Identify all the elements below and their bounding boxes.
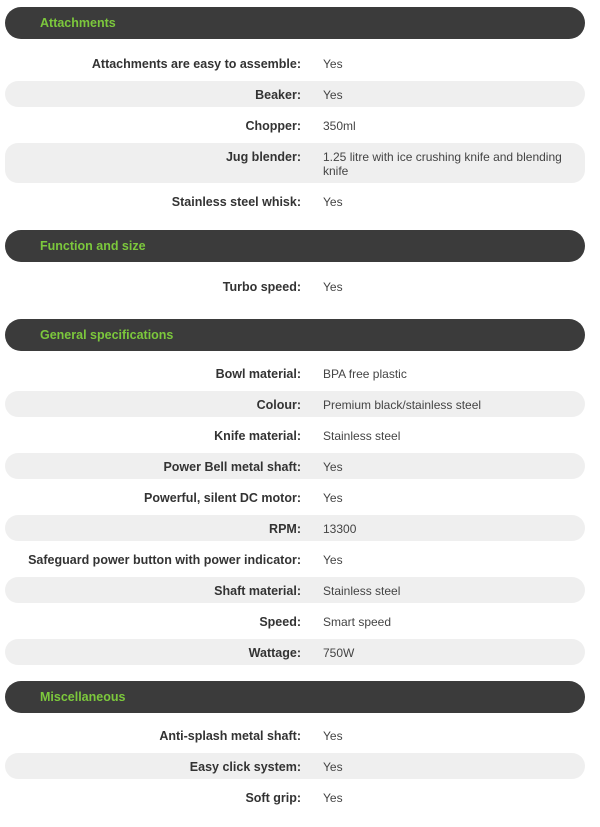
spec-row: [5, 546, 585, 572]
spec-value: Yes: [323, 57, 343, 71]
spec-label: Speed:: [259, 615, 301, 629]
spec-label: RPM:: [269, 522, 301, 536]
spec-value: Yes: [323, 195, 343, 209]
spec-row: [5, 360, 585, 386]
spec-row: [5, 422, 585, 448]
spec-value: Yes: [323, 280, 343, 294]
spec-label: Easy click system:: [189, 760, 301, 774]
spec-label: Chopper:: [245, 119, 301, 133]
spec-value: Yes: [323, 729, 343, 743]
spec-row: [5, 112, 585, 138]
spec-label: Colour:: [256, 398, 301, 412]
spec-value: Yes: [323, 491, 343, 505]
spec-value: Yes: [323, 791, 343, 805]
spec-row: [5, 753, 585, 779]
spec-row: [5, 784, 585, 810]
spec-row: [5, 273, 585, 299]
spec-label: Turbo speed:: [222, 280, 301, 294]
spec-value: Stainless steel: [323, 584, 401, 598]
spec-value: Yes: [323, 760, 343, 774]
spec-row: [5, 391, 585, 417]
spec-value: 350ml: [323, 119, 356, 133]
spec-label: Beaker:: [255, 88, 301, 102]
spec-row: [5, 639, 585, 665]
spec-row: [5, 484, 585, 510]
spec-value: 13300: [323, 522, 357, 536]
spec-label: Attachments are easy to assemble:: [91, 57, 301, 71]
spec-value: Premium black/stainless steel: [323, 398, 482, 412]
section-header-miscellaneous: Miscellaneous: [5, 681, 585, 713]
spec-label: Jug blender:: [225, 150, 301, 164]
spec-value: BPA free plastic: [323, 367, 407, 381]
section-header-general-specifications: General specifications: [5, 319, 585, 351]
spec-label: Bowl material:: [215, 367, 301, 381]
spec-row: [5, 453, 585, 479]
spec-label: Anti-splash metal shaft:: [159, 729, 301, 743]
spec-value: Yes: [323, 88, 343, 102]
spec-value: 1.25 litre with ice crushing knife and blending knife: [323, 150, 562, 178]
spec-label: Power Bell metal shaft:: [163, 460, 301, 474]
spec-row: [5, 143, 585, 183]
spec-row: [5, 50, 585, 76]
spec-row: [5, 608, 585, 634]
spec-value: 750W: [323, 646, 355, 660]
spec-label: Safeguard power button with power indicator:: [28, 553, 301, 567]
spec-row: [5, 81, 585, 107]
spec-value: Yes: [323, 460, 343, 474]
section-header-function-and-size: Function and size: [5, 230, 585, 262]
spec-label: Knife material:: [214, 429, 301, 443]
spec-value: Smart speed: [323, 615, 392, 629]
spec-row: [5, 577, 585, 603]
spec-value: Stainless steel: [323, 429, 401, 443]
spec-label: Powerful, silent DC motor:: [144, 491, 301, 505]
spec-row: [5, 515, 585, 541]
spec-value: Yes: [323, 553, 343, 567]
section-header-attachments: Attachments: [5, 7, 585, 39]
spec-row: [5, 722, 585, 748]
spec-label: Shaft material:: [214, 584, 301, 598]
spec-row: [5, 188, 585, 214]
spec-label: Wattage:: [248, 646, 301, 660]
spec-label: Stainless steel whisk:: [171, 195, 301, 209]
spec-label: Soft grip:: [245, 791, 301, 805]
